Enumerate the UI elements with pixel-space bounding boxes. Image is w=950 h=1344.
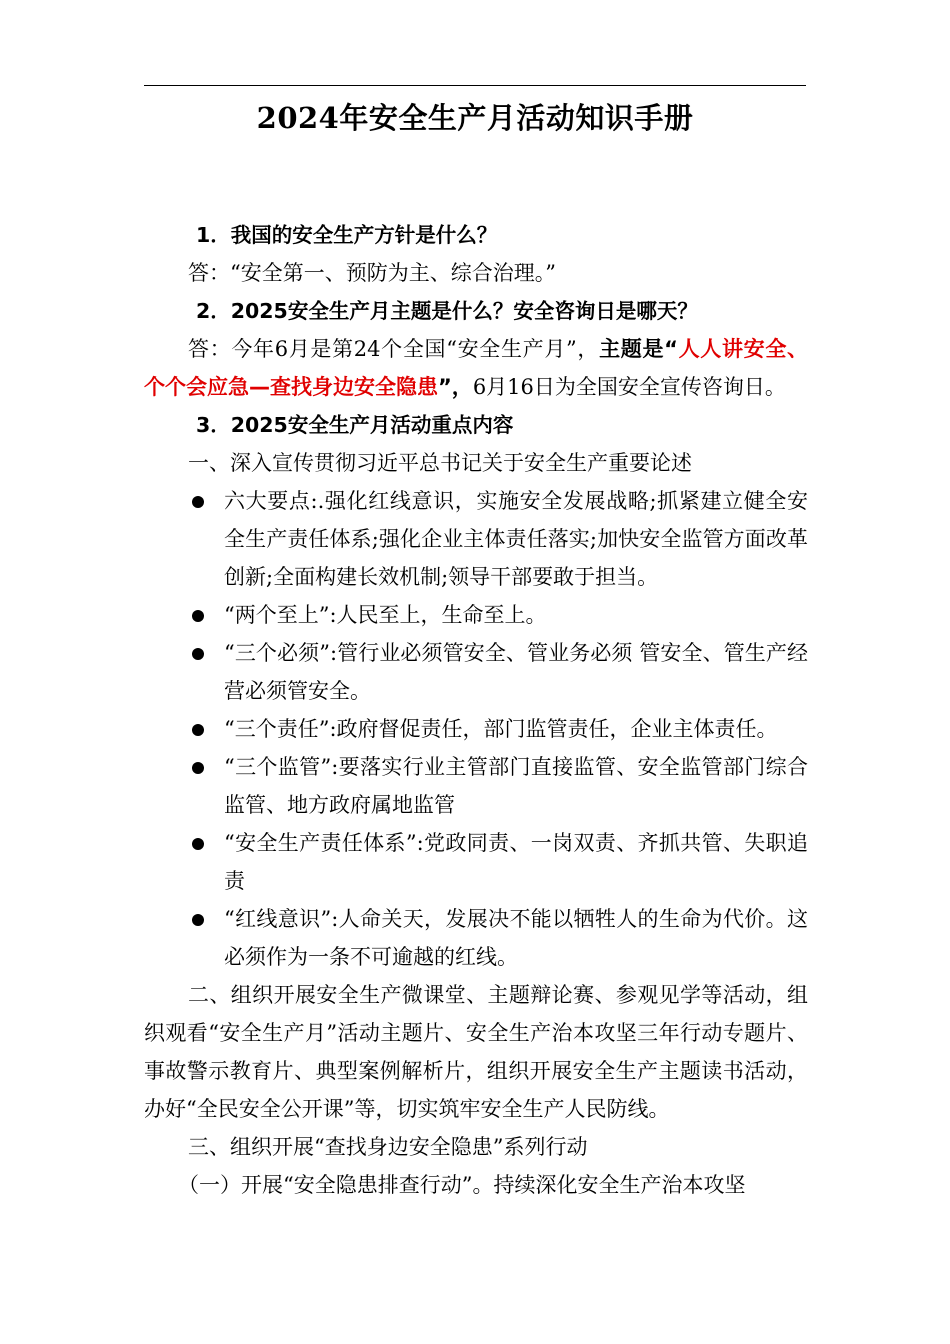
list-item: “三个必须”:管行业必须管安全、管业务必须 管安全、管生产经营必须管安全。	[144, 634, 808, 710]
answer-2-theme: 人人讲安全、个个会应急—查找身边安全隐患	[144, 337, 808, 399]
bullet-icon	[192, 648, 204, 660]
answer-2-theme-label: 主题是“	[599, 337, 678, 361]
answer-2-theme-close: ”，	[438, 375, 473, 399]
question-2: 2．2025安全生产月主题是什么？安全咨询日是哪天？	[196, 299, 698, 323]
key-points-list	[144, 482, 808, 976]
answer-2-suffix: 6月16日为全国安全宣传咨询日。	[472, 375, 786, 399]
question-1: 1．我国的安全生产方针是什么？	[196, 223, 498, 247]
list-item: “红线意识”:人命关天，发展决不能以牺牲人的生命为代价。这必须作为一条不可逾越的红线。	[144, 900, 808, 976]
list-item: “两个至上”:人民至上，生命至上。	[144, 596, 808, 634]
list-item: “三个监管”:要落实行业主管部门直接监管、安全监管部门综合监管、地方政府属地监管	[144, 748, 808, 824]
list-item: “安全生产责任体系”:党政同责、一岗双责、齐抓共管、失职追责	[144, 824, 808, 900]
bullet-icon	[192, 496, 204, 508]
bullet-icon	[192, 838, 204, 850]
header-rule	[144, 85, 806, 86]
bullet-icon	[192, 914, 204, 926]
section-3-1-paragraph: （一）开展“安全隐患排查行动”。持续深化安全生产治本攻坚	[178, 1173, 746, 1197]
section-2-paragraph: 二、组织开展安全生产微课堂、主题辩论赛、参观见学等活动，组织观看“安全生产月”活动主题片、安全生产治本攻坚三年行动专题片、事故警示教育片、典型案例解析片，组织开展安全生产主题读书活动，办好“全民安全公开课”等，切实筑牢安全生产人民防线。	[144, 983, 808, 1121]
bullet-icon	[192, 610, 204, 622]
answer-2	[144, 330, 808, 406]
list-item: 六大要点:.强化红线意识，实施安全发展战略;抓紧建立健全安全生产责任体系;强化企业主体责任落实;加快安全监管方面改革创新;全面构建长效机制;领导干部要敢于担当。	[144, 482, 808, 596]
list-item: “三个责任”:政府督促责任，部门监管责任，企业主体责任。	[144, 710, 808, 748]
bullet-icon	[192, 762, 204, 774]
document-body	[144, 216, 808, 1204]
section-1-heading: 一、深入宣传贯彻习近平总书记关于安全生产重要论述	[188, 451, 692, 475]
answer-2-prefix: 答：今年6月是第24个全国“安全生产月”，	[188, 337, 600, 361]
page-title: 2024年安全生产月活动知识手册	[256, 101, 694, 135]
question-3: 3．2025安全生产月活动重点内容	[196, 413, 514, 437]
section-3-heading: 三、组织开展“查找身边安全隐患”系列行动	[188, 1135, 588, 1159]
bullet-icon	[192, 724, 204, 736]
answer-1: 答：“安全第一、预防为主、综合治理。”	[188, 261, 556, 285]
